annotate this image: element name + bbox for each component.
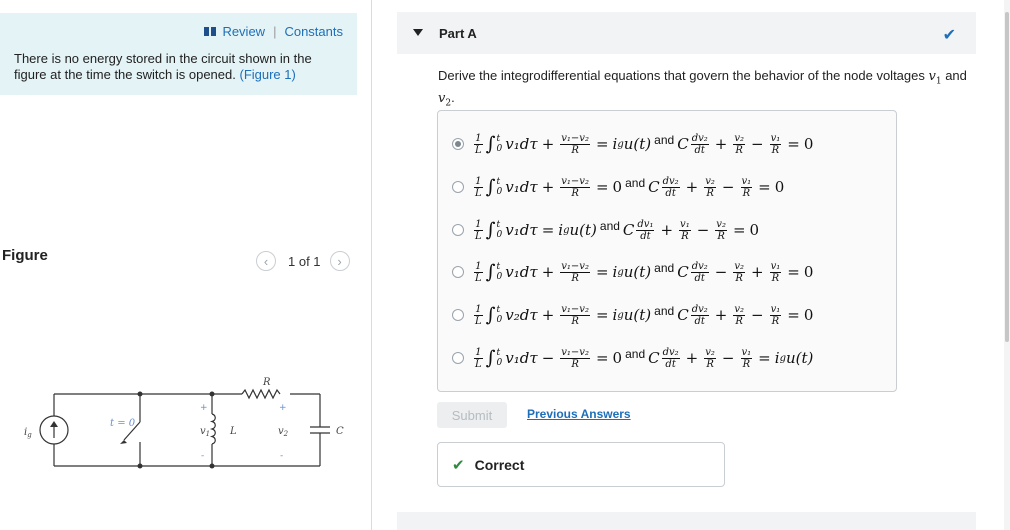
lower-limit: 0 [496,315,503,325]
term-sub: g [617,266,624,278]
frac [474,133,483,156]
frac [691,261,709,284]
frac-den: L [475,358,482,370]
frac-num: v₁−v₂ [561,175,589,187]
choice-4-equation [472,261,813,284]
choice-2-equation [472,176,784,199]
part-b-header[interactable] [397,512,976,530]
and-word: and [654,304,675,318]
term: C [648,349,660,367]
term-sub: g [617,309,624,321]
panel-divider[interactable] [371,0,372,530]
frac [560,347,590,370]
v2-label: v [278,426,284,437]
limits [497,220,503,240]
question-prefix: Derive the integrodifferential equations that govern the behavior of the node voltages [438,68,929,83]
frac [704,347,716,370]
feedback-text: Correct [474,456,525,473]
upper-limit: t [496,177,501,187]
frac [474,304,483,327]
frac [715,219,727,242]
frac-num: dv₁ [637,218,654,230]
op: = [595,135,609,153]
frac-den: R [771,144,780,156]
op: = [758,178,771,196]
op: − [696,221,710,239]
frac-den: L [475,272,482,284]
choice-6[interactable] [452,338,813,378]
review-link[interactable]: Review [222,24,266,39]
op: = [787,135,800,153]
v2-label-sub: 2 [283,430,289,438]
term: dτ [519,263,538,281]
svg-text:v2 [278,426,289,438]
svg-text:ig [24,427,32,439]
term: C [677,306,689,324]
frac [679,219,691,242]
frac [733,261,745,284]
frac [741,176,753,199]
and-word: and [654,133,675,147]
op: + [660,221,674,239]
term: i [612,263,618,281]
term: i [774,349,780,367]
op: − [751,306,764,324]
term: 0 [612,349,623,367]
limits [497,134,503,154]
term: i [558,221,564,239]
frac [733,304,745,327]
limits [497,348,503,368]
op: = [758,349,771,367]
op: = [787,263,800,281]
frac-den: R [742,358,751,370]
choice-6-radio[interactable] [452,352,464,364]
op: − [721,178,735,196]
term: i [612,306,618,324]
frac-num: v₁ [741,175,752,187]
frac [662,176,680,199]
choice-1-equation [472,133,813,156]
frac-num: 1 [475,132,482,144]
op: + [541,263,555,281]
term-sub: g [617,138,624,150]
frac-den: R [706,187,714,199]
op: = [595,178,609,196]
frac [691,304,709,327]
lower-limit: 0 [496,144,503,154]
frac-num: v₁ [680,218,690,230]
question-and: and [941,68,967,83]
frac [474,219,483,242]
q-v2: v [438,90,446,106]
frac-num: v₂ [705,346,715,358]
frac [560,176,590,199]
v1-minus: - [201,451,205,461]
frac-den: dt [694,315,705,327]
figure-pager [256,251,350,271]
problem-intro [0,13,357,95]
frac-den: R [771,315,780,327]
link-separator: | [273,24,277,39]
op: + [714,306,728,324]
q-v1: v [928,69,936,84]
op: + [714,135,728,153]
integral-sign: ∫ [485,133,496,155]
figure-link[interactable]: (Figure 1) [239,67,296,82]
frac-num: 1 [475,218,482,230]
choice-3-equation [472,219,759,242]
and-word: and [625,176,646,190]
problem-statement [14,51,344,83]
part-a-header[interactable] [397,12,976,54]
frac-num: 1 [475,175,482,187]
frac [770,261,782,284]
q-v1-sub: 1 [935,76,942,87]
term: dτ [519,135,538,153]
part-a-title: Part A [439,26,477,41]
choice-2[interactable] [452,167,784,207]
frac-num: v₂ [705,175,715,187]
frac [560,133,590,156]
term: C [677,263,689,281]
lower-limit: 0 [496,272,503,282]
frac-den: R [717,230,725,242]
upper-limit: t [496,262,501,272]
op: + [541,178,555,196]
op: − [541,349,555,367]
integral-sign: ∫ [485,347,496,369]
frac-num: dv₂ [691,303,708,315]
term: C [622,221,635,239]
frac-num: v₁ [770,260,781,272]
op: − [721,349,735,367]
frac-den: L [475,187,482,199]
frac-den: dt [694,272,705,284]
frac-den: R [571,358,579,370]
choice-5[interactable] [452,295,813,335]
constants-link[interactable]: Constants [284,24,343,39]
op: = [541,221,555,239]
choice-6-equation [472,347,813,370]
term: v₂ [505,306,520,324]
frac-den: dt [665,187,676,199]
question-text [438,68,978,111]
lower-limit: 0 [496,187,503,197]
scrollbar-thumb[interactable] [1005,12,1009,342]
frac-den: dt [640,230,651,242]
choice-5-equation [472,304,813,327]
op: + [685,349,699,367]
frac-num: 1 [475,260,482,272]
upper-limit: t [496,305,501,315]
frac-den: R [571,315,579,327]
inductor-label: L [230,426,237,437]
figure-page-count: 1 of 1 [288,253,321,269]
frac-num: dv₂ [691,260,708,272]
term: dτ [519,349,538,367]
frac [741,347,753,370]
answer-choices [437,110,897,392]
limits [497,177,503,197]
frac-num: v₂ [734,303,744,315]
frac-num: v₁−v₂ [561,346,589,358]
op: + [541,135,555,153]
term: v₁ [505,349,520,367]
and-word: and [625,347,646,361]
frac [770,133,782,156]
submit-button[interactable]: Submit [437,402,507,428]
lower-limit: 0 [496,358,503,368]
svg-text:v1 [200,426,210,438]
term: 0 [749,221,760,239]
term: C [648,178,660,196]
lower-limit: 0 [496,230,503,240]
frac [770,304,782,327]
frac [691,133,709,156]
term: v₁ [505,135,520,153]
frac-num: dv₂ [691,132,708,144]
frac-num: v₂ [734,132,744,144]
upper-limit: t [496,348,501,358]
op: + [685,178,699,196]
frac-den: dt [665,358,676,370]
chevron-right-icon[interactable]: › [330,251,350,271]
problem-panel [0,0,370,530]
frac-num: v₁ [741,346,752,358]
term: u(t) [623,306,652,324]
op: = [595,306,609,324]
limits [497,305,503,325]
frac [474,261,483,284]
choice-3-radio[interactable] [452,224,464,236]
choice-5-radio[interactable] [452,309,464,321]
frac [560,304,590,327]
frac-den: R [735,315,743,327]
chevron-left-icon[interactable]: ‹ [256,251,276,271]
frac-num: dv₂ [662,175,679,187]
frac [733,133,745,156]
frac-den: R [571,187,579,199]
v2-plus: + [279,403,287,413]
v1-label-sub: 1 [205,430,211,438]
op: + [751,263,764,281]
choice-3[interactable] [452,210,759,250]
frac [474,347,483,370]
source-label: i [24,427,28,438]
frac-den: R [735,272,743,284]
circuit-diagram[interactable] [20,372,360,482]
frac-num: v₂ [716,218,726,230]
op: + [541,306,555,324]
term: u(t) [623,263,652,281]
switch-label: t = 0 [110,418,136,429]
term: v₁ [505,178,520,196]
figure-title: Figure [2,247,48,264]
choice-2-radio[interactable] [452,181,464,193]
frac [474,176,483,199]
review-constants-links [204,24,343,39]
problem-text: There is no energy stored in the circuit shown in the figure at the time the switch is opened. [14,51,312,82]
frac-num: v₁ [770,132,781,144]
integral-sign: ∫ [485,219,496,241]
frac-den: L [475,230,482,242]
frac-den: R [735,144,743,156]
question-end: . [451,89,455,105]
limits [497,262,503,282]
frac-den: R [681,230,689,242]
frac-num: v₁ [770,303,781,315]
frac-num: v₁−v₂ [561,132,589,144]
op: = [595,263,609,281]
collapse-triangle-icon[interactable] [413,29,423,36]
frac-den: R [706,358,714,370]
v1-label: v [200,426,206,437]
frac [662,347,680,370]
and-word: and [654,261,675,275]
choice-4[interactable] [452,252,813,292]
frac-num: dv₂ [662,346,679,358]
term: C [677,135,689,153]
term: v₁ [505,263,520,281]
op: = [595,349,609,367]
choice-1-radio[interactable] [452,138,464,150]
frac-den: R [571,272,579,284]
term: 0 [803,306,814,324]
check-icon: ✔ [942,27,956,44]
term-sub: g [563,224,570,236]
integral-sign: ∫ [485,304,496,326]
term: u(t) [623,135,652,153]
term: u(t) [785,349,814,367]
term: 0 [612,178,623,196]
frac-num: 1 [475,346,482,358]
v1-plus: + [200,403,208,413]
previous-answers-link[interactable]: Previous Answers [527,407,631,421]
term: 0 [803,135,814,153]
upper-limit: t [496,134,501,144]
frac [560,261,590,284]
frac-den: R [771,272,780,284]
term-sub: g [779,352,786,364]
frac-den: L [475,315,482,327]
check-icon: ✔ [452,456,465,474]
feedback-box [437,442,725,487]
frac [636,219,654,242]
and-word: and [599,219,620,233]
term: u(t) [569,221,597,239]
upper-limit: t [496,220,501,230]
term: v₁ [505,221,520,239]
integral-sign: ∫ [485,176,496,198]
choice-1[interactable] [452,124,813,164]
book-icon [204,27,216,36]
term: 0 [803,263,814,281]
frac-num: v₁−v₂ [561,260,589,272]
q-v2-sub: 2 [445,98,452,109]
frac-num: 1 [475,303,482,315]
resistor-label: R [263,377,271,388]
op: = [732,221,746,239]
op: = [787,306,800,324]
frac-den: R [742,187,751,199]
term: 0 [774,178,785,196]
choice-4-radio[interactable] [452,266,464,278]
frac [704,176,716,199]
term: dτ [519,221,538,239]
frac-den: dt [694,144,705,156]
frac-num: v₂ [734,260,744,272]
source-label-sub: g [27,431,32,439]
capacitor-label: C [336,426,344,437]
op: − [751,135,764,153]
term: dτ [519,178,538,196]
term: dτ [519,306,538,324]
v2-minus: - [280,451,284,461]
frac-den: R [571,144,579,156]
frac-num: v₁−v₂ [561,303,589,315]
op: − [714,263,728,281]
integral-sign: ∫ [485,261,496,283]
frac-den: L [475,144,482,156]
term: i [612,135,618,153]
